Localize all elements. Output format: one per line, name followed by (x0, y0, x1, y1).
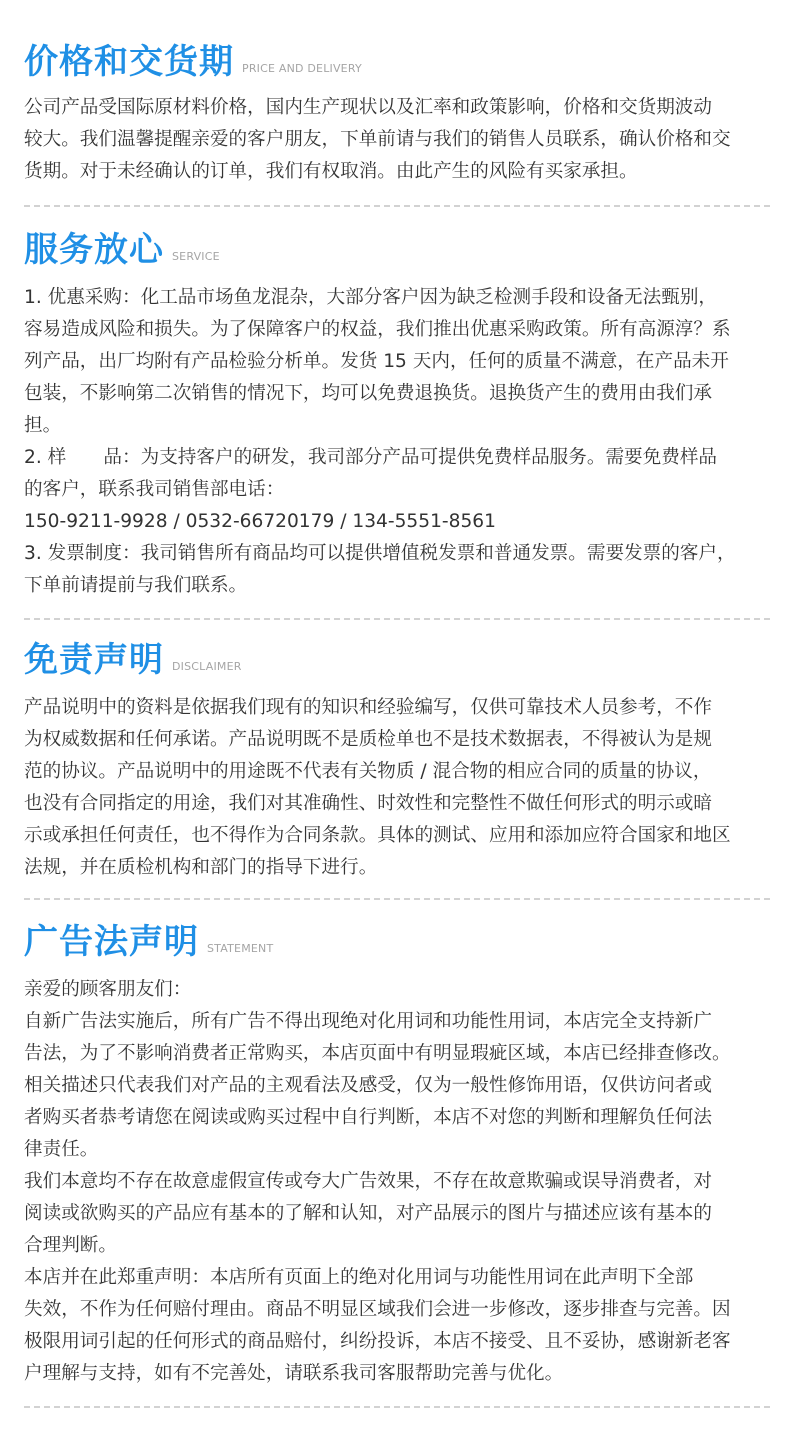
text-line: 告法，为了不影响消费者正常购买，本店页面中有明显瑕疵区域，本店已经排查修改。 (24, 1043, 731, 1064)
text-line: 相关描述只代表我们对产品的主观看法及感受，仅为一般性修饰用语，仅供访问者或 (24, 1075, 712, 1096)
section-divider (24, 1406, 770, 1408)
text-line: 者购买者恭考请您在阅读或购买过程中自行判断，本店不对您的判断和理解负任何法 (24, 1107, 712, 1128)
text-line: 范的协议。产品说明中的用途既不代表有关物质 / 混合物的相应合同的质量的协议， (24, 761, 712, 782)
text-line: 自新广告法实施后，所有广告不得出现绝对化用词和功能性用词，本店完全支持新广 (24, 1011, 712, 1032)
section-body (24, 692, 770, 884)
text-line: 3. 发票制度：我司销售所有商品均可以提供增值税发票和普通发票。需要发票的客户， (24, 543, 736, 564)
text-line: 户理解与支持，如有不完善处，请联系我司客服帮助完善与优化。 (24, 1363, 564, 1384)
text-line: 极限用词引起的任何形式的商品赔付，纠纷投诉，本店不接受、且不妥协，感谢新老客 (24, 1331, 731, 1352)
section-title: 免责声明 (24, 640, 164, 680)
text-line: 为权威数据和任何承诺。产品说明既不是质检单也不是技术数据表，不得被认为是规 (24, 729, 712, 750)
text-line: 公司产品受国际原材料价格，国内生产现状以及汇率和政策影响，价格和交货期波动 (24, 97, 712, 118)
text-line: 列产品，出厂均附有产品检验分析单。发货 15 天内，任何的质量不满意，在产品未开 (24, 351, 729, 372)
section-disclaimer (24, 634, 770, 884)
section-body (24, 282, 770, 602)
section-price-delivery (24, 36, 770, 188)
text-line: 货期。对于未经确认的订单，我们有权取消。由此产生的风险有买家承担。 (24, 161, 638, 182)
text-line: 失效，不作为任何赔付理由。商品不明显区域我们会进一步修改，逐步排查与完善。因 (24, 1299, 731, 1320)
text-line: 产品说明中的资料是依据我们现有的知识和经验编写，仅供可靠技术人员参考，不作 (24, 697, 712, 718)
section-subtitle: STATEMENT (207, 942, 274, 955)
section-body (24, 92, 770, 188)
section-subtitle: PRICE AND DELIVERY (242, 62, 362, 75)
section-statement (24, 916, 770, 1390)
section-service (24, 224, 770, 602)
section-subtitle: DISCLAIMER (172, 660, 242, 673)
text-line: 法规，并在质检机构和部门的指导下进行。 (24, 857, 378, 878)
text-line: 合理判断。 (24, 1235, 117, 1256)
text-line: 亲爱的顾客朋友们： (24, 979, 192, 1000)
text-line: 示或承担任何责任，也不得作为合同条款。具体的测试、应用和添加应符合国家和地区 (24, 825, 731, 846)
text-line: 担。 (24, 415, 62, 436)
section-divider (24, 898, 770, 900)
section-title: 价格和交货期 (24, 42, 234, 82)
text-line: 阅读或欲购买的产品应有基本的了解和认知，对产品展示的图片与描述应该有基本的 (24, 1203, 712, 1224)
text-line: 容易造成风险和损失。为了保障客户的权益，我们推出优惠采购政策。所有高源淳？系 (24, 319, 731, 340)
text-line: 律责任。 (24, 1139, 99, 1160)
text-line: 我们本意均不存在故意虚假宣传或夸大广告效果，不存在故意欺骗或误导消费者，对 (24, 1171, 712, 1192)
section-heading (24, 36, 770, 82)
section-divider (24, 618, 770, 620)
section-title: 广告法声明 (24, 922, 199, 962)
section-heading (24, 634, 770, 680)
text-line: 1. 优惠采购：化工品市场鱼龙混杂，大部分客户因为缺乏检测手段和设备无法甄别， (24, 287, 718, 308)
section-subtitle: SERVICE (172, 250, 220, 263)
section-heading (24, 224, 770, 270)
text-line: 的客户，联系我司销售部电话： (24, 479, 285, 500)
text-line: 本店并在此郑重声明：本店所有页面上的绝对化用词与功能性用词在此声明下全部 (24, 1267, 694, 1288)
text-line: 较大。我们温馨提醒亲爱的客户朋友，下单前请与我们的销售人员联系，确认价格和交 (24, 129, 731, 150)
section-title: 服务放心 (24, 230, 164, 270)
text-line: 2. 样 品：为支持客户的研发，我司部分产品可提供免费样品服务。需要免费样品 (24, 447, 718, 468)
section-body (24, 974, 770, 1390)
text-line: 下单前请提前与我们联系。 (24, 575, 248, 596)
section-heading (24, 916, 770, 962)
text-line: 包装，不影响第二次销售的情况下，均可以免费退换货。退换货产生的费用由我们承 (24, 383, 712, 404)
text-line: 也没有合同指定的用途，我们对其准确性、时效性和完整性不做任何形式的明示或暗 (24, 793, 712, 814)
section-divider (24, 205, 770, 207)
phone-numbers: 150-9211-9928 / 0532-66720179 / 134-5551-8561 (24, 511, 496, 532)
